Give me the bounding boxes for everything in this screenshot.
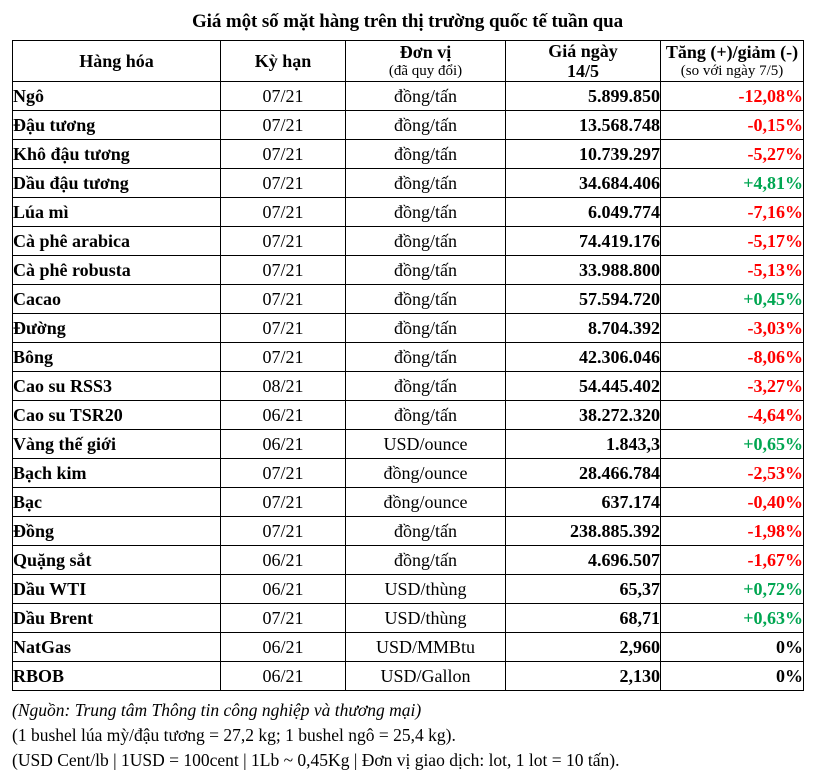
- table-body: [13, 82, 804, 691]
- table-row: [13, 604, 804, 633]
- cell-commodity-name: Cao su TSR20: [13, 401, 221, 430]
- column-header-change: [661, 41, 804, 82]
- column-header-price-line2: 14/5: [566, 61, 599, 81]
- cell-commodity-name: Bạc: [13, 488, 221, 517]
- cell-commodity-name: Đậu tương: [13, 111, 221, 140]
- cell-change: -5,17%: [661, 227, 804, 256]
- table-row: [13, 633, 804, 662]
- table-row: [13, 546, 804, 575]
- table-row: [13, 430, 804, 459]
- cell-price: 2,960: [506, 633, 661, 662]
- cell-commodity-name: Đồng: [13, 517, 221, 546]
- cell-term: 07/21: [221, 111, 346, 140]
- cell-change: -3,27%: [661, 372, 804, 401]
- column-header-unit-line2: (đã quy đổi): [388, 63, 463, 79]
- cell-unit: đồng/tấn: [346, 401, 506, 430]
- cell-term: 07/21: [221, 285, 346, 314]
- cell-price: 2,130: [506, 662, 661, 691]
- cell-price: 28.466.784: [506, 459, 661, 488]
- cell-unit: đồng/tấn: [346, 372, 506, 401]
- cell-change: -0,40%: [661, 488, 804, 517]
- cell-commodity-name: Quặng sắt: [13, 546, 221, 575]
- table-row: [13, 140, 804, 169]
- cell-price: 13.568.748: [506, 111, 661, 140]
- cell-commodity-name: Cao su RSS3: [13, 372, 221, 401]
- page-title: Giá một số mặt hàng trên thị trường quốc tế tuần qua: [191, 11, 624, 32]
- cell-change: -3,03%: [661, 314, 804, 343]
- cell-commodity-name: Lúa mì: [13, 198, 221, 227]
- cell-unit: đồng/tấn: [346, 285, 506, 314]
- cell-term: 07/21: [221, 517, 346, 546]
- table-row: [13, 314, 804, 343]
- table-row: [13, 198, 804, 227]
- cell-term: 06/21: [221, 633, 346, 662]
- cell-price: 54.445.402: [506, 372, 661, 401]
- column-header-price-line1: Giá ngày: [548, 41, 618, 61]
- cell-price: 5.899.850: [506, 82, 661, 111]
- table-row: [13, 82, 804, 111]
- cell-unit: USD/ounce: [346, 430, 506, 459]
- cell-unit: đồng/ounce: [346, 488, 506, 517]
- cell-price: 57.594.720: [506, 285, 661, 314]
- cell-unit: đồng/tấn: [346, 343, 506, 372]
- table-row: [13, 575, 804, 604]
- cell-commodity-name: RBOB: [13, 662, 221, 691]
- cell-change: 0%: [661, 633, 804, 662]
- cell-term: 06/21: [221, 662, 346, 691]
- cell-commodity-name: Cacao: [13, 285, 221, 314]
- cell-unit: đồng/ounce: [346, 459, 506, 488]
- cell-price: 238.885.392: [506, 517, 661, 546]
- table-row: [13, 459, 804, 488]
- table-row: [13, 169, 804, 198]
- cell-price: 6.049.774: [506, 198, 661, 227]
- cell-term: 06/21: [221, 546, 346, 575]
- cell-commodity-name: Đường: [13, 314, 221, 343]
- cell-unit: USD/Gallon: [346, 662, 506, 691]
- table-header-row: [13, 41, 804, 82]
- table-row: [13, 285, 804, 314]
- cell-term: 07/21: [221, 82, 346, 111]
- cell-commodity-name: Vàng thế giới: [13, 430, 221, 459]
- cell-term: 08/21: [221, 372, 346, 401]
- cell-change: -4,64%: [661, 401, 804, 430]
- cell-commodity-name: Dầu đậu tương: [13, 169, 221, 198]
- cell-price: 33.988.800: [506, 256, 661, 285]
- cell-change: 0%: [661, 662, 804, 691]
- cell-price: 74.419.176: [506, 227, 661, 256]
- table-row: [13, 401, 804, 430]
- cell-term: 07/21: [221, 459, 346, 488]
- table-row: [13, 517, 804, 546]
- cell-price: 42.306.046: [506, 343, 661, 372]
- cell-price: 38.272.320: [506, 401, 661, 430]
- cell-commodity-name: Cà phê robusta: [13, 256, 221, 285]
- cell-unit: đồng/tấn: [346, 517, 506, 546]
- table-row: [13, 227, 804, 256]
- cell-commodity-name: Khô đậu tương: [13, 140, 221, 169]
- cell-term: 07/21: [221, 343, 346, 372]
- cell-price: 8.704.392: [506, 314, 661, 343]
- footnote-line2: (1 bushel lúa mỳ/đậu tương = 27,2 kg; 1 bushel ngô = 25,4 kg).: [12, 725, 456, 745]
- cell-change: -5,13%: [661, 256, 804, 285]
- cell-commodity-name: Ngô: [13, 82, 221, 111]
- table-row: [13, 343, 804, 372]
- cell-term: 07/21: [221, 604, 346, 633]
- cell-change: +0,63%: [661, 604, 804, 633]
- cell-unit: đồng/tấn: [346, 546, 506, 575]
- cell-change: -5,27%: [661, 140, 804, 169]
- cell-term: 07/21: [221, 256, 346, 285]
- cell-change: -0,15%: [661, 111, 804, 140]
- cell-unit: đồng/tấn: [346, 169, 506, 198]
- column-header-change-line2: (so với ngày 7/5): [680, 63, 784, 79]
- cell-unit: đồng/tấn: [346, 140, 506, 169]
- cell-term: 06/21: [221, 401, 346, 430]
- cell-unit: đồng/tấn: [346, 314, 506, 343]
- table-row: [13, 488, 804, 517]
- cell-price: 637.174: [506, 488, 661, 517]
- cell-commodity-name: Dầu Brent: [13, 604, 221, 633]
- column-header-term: Kỳ hạn: [221, 41, 346, 82]
- cell-unit: USD/MMBtu: [346, 633, 506, 662]
- cell-change: -1,67%: [661, 546, 804, 575]
- table-row: [13, 111, 804, 140]
- cell-change: +4,81%: [661, 169, 804, 198]
- cell-change: +0,65%: [661, 430, 804, 459]
- cell-term: 07/21: [221, 198, 346, 227]
- cell-unit: đồng/tấn: [346, 198, 506, 227]
- cell-change: -12,08%: [661, 82, 804, 111]
- cell-change: -7,16%: [661, 198, 804, 227]
- column-header-unit-line1: Đơn vị: [399, 42, 452, 62]
- column-header-change-line1: Tăng (+)/giảm (-): [665, 42, 799, 62]
- cell-commodity-name: NatGas: [13, 633, 221, 662]
- cell-price: 68,71: [506, 604, 661, 633]
- cell-commodity-name: Bạch kim: [13, 459, 221, 488]
- cell-price: 1.843,3: [506, 430, 661, 459]
- column-header-name: Hàng hóa: [13, 41, 221, 82]
- cell-term: 07/21: [221, 488, 346, 517]
- cell-commodity-name: Bông: [13, 343, 221, 372]
- cell-unit: USD/thùng: [346, 575, 506, 604]
- table-row: [13, 662, 804, 691]
- cell-change: +0,45%: [661, 285, 804, 314]
- cell-unit: USD/thùng: [346, 604, 506, 633]
- cell-term: 06/21: [221, 430, 346, 459]
- table-header: [13, 41, 804, 82]
- cell-price: 10.739.297: [506, 140, 661, 169]
- cell-unit: đồng/tấn: [346, 227, 506, 256]
- column-header-unit: [346, 41, 506, 82]
- cell-term: 07/21: [221, 314, 346, 343]
- cell-price: 34.684.406: [506, 169, 661, 198]
- cell-unit: đồng/tấn: [346, 111, 506, 140]
- footnote-line3: (USD Cent/lb | 1USD = 100cent | 1Lb ~ 0,45Kg | Đơn vị giao dịch: lot, 1 lot = 10 tấn).: [12, 750, 620, 770]
- cell-commodity-name: Cà phê arabica: [13, 227, 221, 256]
- commodity-price-table: [12, 40, 804, 691]
- cell-term: 07/21: [221, 227, 346, 256]
- cell-change: +0,72%: [661, 575, 804, 604]
- column-header-price: [506, 41, 661, 82]
- cell-term: 07/21: [221, 140, 346, 169]
- cell-unit: đồng/tấn: [346, 256, 506, 285]
- footnotes: [12, 698, 803, 773]
- cell-term: 07/21: [221, 169, 346, 198]
- table-row: [13, 372, 804, 401]
- cell-change: -1,98%: [661, 517, 804, 546]
- cell-commodity-name: Dầu WTI: [13, 575, 221, 604]
- cell-price: 65,37: [506, 575, 661, 604]
- cell-change: -8,06%: [661, 343, 804, 372]
- cell-change: -2,53%: [661, 459, 804, 488]
- cell-price: 4.696.507: [506, 546, 661, 575]
- cell-unit: đồng/tấn: [346, 82, 506, 111]
- footnote-source: (Nguồn: Trung tâm Thông tin công nghiệp và thương mại): [12, 700, 422, 720]
- table-row: [13, 256, 804, 285]
- cell-term: 06/21: [221, 575, 346, 604]
